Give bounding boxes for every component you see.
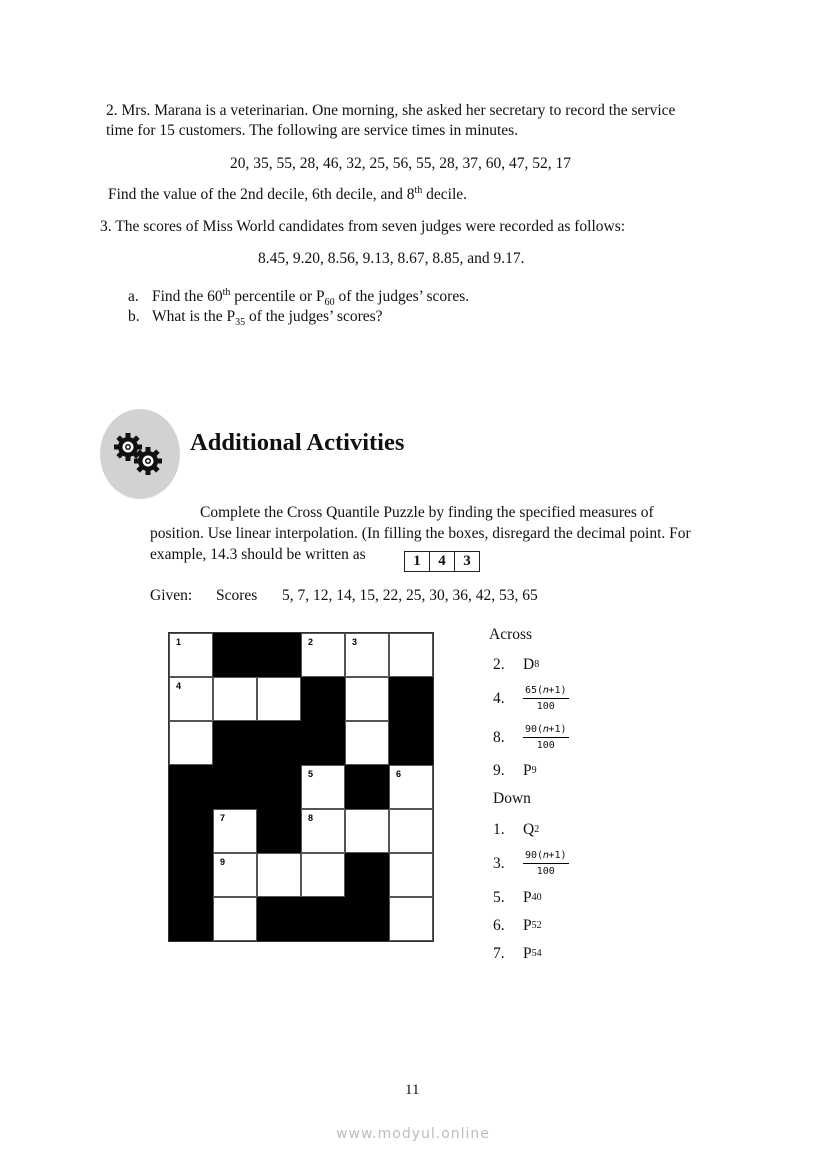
crossword-cell[interactable] xyxy=(345,633,389,677)
crossword-cell[interactable] xyxy=(169,721,213,765)
crossword-grid xyxy=(168,632,434,942)
crossword-cell[interactable] xyxy=(389,897,433,941)
crossword-block xyxy=(345,853,389,897)
down-clue-7: 7. P 54 xyxy=(493,945,542,962)
crossword-cell[interactable] xyxy=(389,853,433,897)
crossword-cell[interactable] xyxy=(169,633,213,677)
crossword-block xyxy=(257,809,301,853)
crossword-block xyxy=(213,633,257,677)
down-clue-1: 1. Q 2 xyxy=(493,820,540,838)
crossword-cell[interactable] xyxy=(257,853,301,897)
problem2-line2: time for 15 customers. The following are service times in minutes. xyxy=(106,122,519,139)
crossword-block xyxy=(389,677,433,721)
crossword-block xyxy=(169,853,213,897)
problem2-question: Find the value of the 2nd decile, 6th decile, and 8th decile. xyxy=(108,184,468,203)
crossword-block xyxy=(213,721,257,765)
across-clue-9: 9. P 9 xyxy=(493,762,537,779)
given-label: Given: xyxy=(150,587,193,604)
crossword-block xyxy=(169,809,213,853)
example-digit: 4 xyxy=(429,552,454,571)
crossword-block xyxy=(389,721,433,765)
crossword-block xyxy=(257,765,301,809)
down-clue-3: 3. $\frac{\text{90(𝑛+1)}}{100}$ xyxy=(493,849,567,877)
across-clue-2: 2. D 8 xyxy=(493,655,540,673)
instructions-line1: Complete the Cross Quantile Puzzle by finding the specified measures of xyxy=(200,504,654,521)
example-digit: 1 xyxy=(413,553,421,569)
crossword-cell[interactable] xyxy=(345,721,389,765)
crossword-cell[interactable] xyxy=(213,897,257,941)
crossword-block xyxy=(169,897,213,941)
crossword-clue-number: 8 xyxy=(308,813,314,823)
given-name: Scores xyxy=(216,587,258,604)
crossword-cell[interactable] xyxy=(301,853,345,897)
crossword-cell[interactable] xyxy=(345,809,389,853)
crossword-block xyxy=(257,633,301,677)
problem2-line1: 2. Mrs. Marana is a veterinarian. One morning, she asked her secretary to record the service xyxy=(106,102,676,119)
problem3-intro: 3. The scores of Miss World candidates from seven judges were recorded as follows: xyxy=(100,218,626,235)
problem3-item-a: a. Find the 60th percentile or $P_{60}$ of the judges’ scores. xyxy=(128,286,470,309)
crossword-block xyxy=(301,677,345,721)
crossword-clue-number: 3 xyxy=(352,637,358,647)
crossword-cell[interactable] xyxy=(389,765,433,809)
page-number: 11 xyxy=(405,1082,420,1098)
crossword-cell[interactable] xyxy=(213,677,257,721)
section-title: Additional Activities xyxy=(190,429,405,456)
crossword-clue-number: 7 xyxy=(220,813,226,823)
problem2-data: 20, 35, 55, 28, 46, 32, 25, 56, 55, 28, 37, 60, 47, 52, 17 xyxy=(230,155,571,172)
gears-icon xyxy=(100,409,180,499)
crossword-cell[interactable] xyxy=(389,633,433,677)
crossword-clue-number: 4 xyxy=(176,681,182,691)
down-heading: Down xyxy=(493,790,531,807)
crossword-cell[interactable] xyxy=(257,677,301,721)
instructions-line2: position. Use linear interpolation. (In filling the boxes, disregard the decimal point. For xyxy=(150,525,691,542)
clues-panel xyxy=(489,624,619,968)
crossword-block xyxy=(301,897,345,941)
instructions-line3: example, 14.3 should be written as xyxy=(150,546,366,563)
crossword-block xyxy=(213,765,257,809)
crossword-clue-number: 5 xyxy=(308,769,314,779)
across-clue-4: 4. $\frac{\text{65(𝑛+1)}}{100}$ xyxy=(493,684,567,712)
crossword-cell[interactable] xyxy=(301,633,345,677)
crossword-cell[interactable] xyxy=(301,765,345,809)
watermark: www.modyul.online xyxy=(336,1126,490,1142)
crossword-block xyxy=(169,765,213,809)
crossword-clue-number: 2 xyxy=(308,637,314,647)
across-heading: Across xyxy=(489,626,533,643)
crossword-clue-number: 6 xyxy=(396,769,402,779)
crossword-block xyxy=(257,897,301,941)
crossword-clue-number: 1 xyxy=(176,637,182,647)
crossword-block xyxy=(257,721,301,765)
example-boxes xyxy=(404,551,480,572)
crossword-cell[interactable] xyxy=(345,677,389,721)
crossword-cell[interactable] xyxy=(213,809,257,853)
down-clue-6: 6. P 52 xyxy=(493,917,542,934)
down-clue-5: 5. P 40 xyxy=(493,888,542,906)
example-digit: 3 xyxy=(454,552,479,571)
crossword-block xyxy=(345,765,389,809)
crossword-block xyxy=(301,721,345,765)
crossword-cell[interactable] xyxy=(389,809,433,853)
crossword-clue-number: 9 xyxy=(220,857,226,867)
problem3-data: 8.45, 9.20, 8.56, 9.13, 8.67, 8.85, and 9.17. xyxy=(258,250,525,267)
across-clue-8: 8. $\frac{\text{90(𝑛+1)}}{100}$ xyxy=(493,723,567,751)
crossword-cell[interactable] xyxy=(169,677,213,721)
problem3-item-b: b. What is the $P_{35}$ of the judges’ scores? xyxy=(128,308,383,329)
crossword-block xyxy=(345,897,389,941)
crossword-cell[interactable] xyxy=(301,809,345,853)
crossword-cell[interactable] xyxy=(213,853,257,897)
given-values: 5, 7, 12, 14, 15, 22, 25, 30, 36, 42, 53, 65 xyxy=(282,587,538,604)
